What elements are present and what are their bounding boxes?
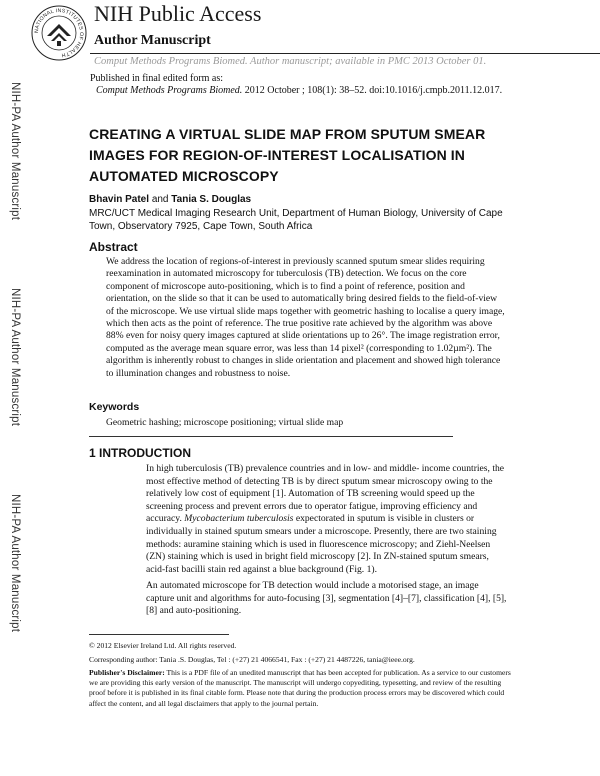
seal-text: NATIONAL INSTITUTES OF HEALTH — [33, 7, 85, 58]
intro-p1-species: Mycobacterium tuberculosis — [184, 513, 294, 525]
introduction-paragraph-1 — [146, 463, 508, 576]
nih-seal-icon — [30, 4, 88, 62]
journal-availability-note: Comput Methods Programs Biomed. Author manuscript; available in PMC 2013 October 01. — [94, 56, 487, 67]
abstract-heading: Abstract — [89, 240, 138, 254]
corresponding-author: Corresponding author: Tania .S. Douglas, Tel : (+27) 21 4066541, Fax : (+27) 21 4487226, tania@ieee.org. — [89, 655, 415, 664]
side-label-middle: NIH-PA Author Manuscript — [9, 288, 21, 427]
nih-seal-logo — [30, 4, 88, 62]
footnote-divider — [89, 634, 229, 635]
published-in-label: Published in final edited form as: — [90, 73, 224, 84]
citation-journal: Comput Methods Programs Biomed. — [96, 85, 243, 96]
author-affiliation: MRC/UCT Medical Imaging Research Unit, Department of Human Biology, University of Cape Town, Observatory 7925, Cape Town, South Africa — [89, 208, 503, 232]
intro-p1-text-b: expectorated in sputum is visible in clusters or individually in stained sputum smears under a microscope. Presently, there are two staining methods: auramine staining which is used in fluorescence microscopy; and Ziehl-Neelsen (ZN) staining which is used in bright field microscopy [2]. In ZN-stained sputum smears, acid-fast bacilli stain red against a blue background (Fig. 1). — [146, 513, 497, 575]
side-label-bottom: NIH-PA Author Manuscript — [9, 494, 21, 633]
side-label-top: NIH-PA Author Manuscript — [9, 82, 21, 221]
introduction-heading: 1 INTRODUCTION — [89, 446, 191, 460]
intro-p1-text-a: In high tuberculosis (TB) prevalence countries and in low- and middle- income countries, the most effective method of detecting TB is by direct sputum smear microscopy owing to the relatively low cost of equipment [1]. Automation of TB screening would speed up the screening process and prevent errors due to operator fatigue, improving efficiency and accuracy. — [146, 463, 505, 525]
keywords-list: Geometric hashing; microscope positioning; virtual slide map — [106, 417, 344, 428]
author-1: Bhavin Patel — [89, 194, 150, 205]
keywords-divider — [89, 436, 453, 437]
introduction-paragraph-2: An automated microscope for TB detection would include a motorised stage, an image capture unit and algorithms for auto-focusing [3], segmentation [4]–[7], classification [4], [5], [8] and auto-positioning. — [146, 580, 507, 617]
header-divider — [90, 53, 600, 54]
author-conjunction: and — [151, 194, 169, 205]
disclaimer-text: This is a PDF file of an unedited manuscript that has been accepted for publication. As a service to our customers we are providing this early version of the manuscript. The manuscript will undergo copyediting, typesetting, and review of the resulting proof before it is published in its final citable form. Please note that during the production process errors may be discovered which could affect the content, and all legal disclaimers that apply to the journal pertain. — [89, 668, 511, 708]
author-2: Tania S. Douglas — [171, 194, 252, 205]
disclaimer-label: Publisher's Disclaimer: — [89, 668, 165, 677]
svg-text:NATIONAL INSTITUTES OF HEALTH — [34, 8, 84, 58]
publication-citation — [96, 85, 502, 96]
author-list — [89, 194, 251, 205]
keywords-heading: Keywords — [89, 401, 140, 413]
citation-details: 2012 October ; 108(1): 38–52. doi:10.1016/j.cmpb.2011.12.017. — [244, 85, 503, 96]
author-manuscript-label: Author Manuscript — [94, 33, 211, 48]
publisher-disclaimer — [89, 668, 519, 709]
nih-public-access-title: NIH Public Access — [94, 1, 262, 26]
copyright-notice: © 2012 Elsevier Ireland Ltd. All rights reserved. — [89, 641, 237, 650]
paper-title: CREATING A VIRTUAL SLIDE MAP FROM SPUTUM SMEAR IMAGES FOR REGION-OF-INTEREST LOCALISATION IN AUTOMATED MICROSCOPY — [89, 126, 486, 184]
abstract-body: We address the location of regions-of-interest in previously scanned sputum smear slides requiring reexamination in automated microscopy for tuberculosis (TB) detection. We focus on the core component of microscope auto-positioning, which is to find a point of reference, position and orientation, on the slide so that it can be used to automatically bring desired fields to the field-of-view of the microscope. We use virtual slide maps together with geometric hashing to localise a query image, which then acts as the point of reference. The true positive rate achieved by the algorithm was above 88% even for noisy query images captured at slide orientations up to 26°. The image registration error, computed as the average mean square error, was less than 14 pixel² (corresponding to 1.02µm²). The algorithm is inherently robust to changes in slide orientation and placement and showed high tolerance to illumination changes and robustness to noise. — [106, 256, 505, 379]
